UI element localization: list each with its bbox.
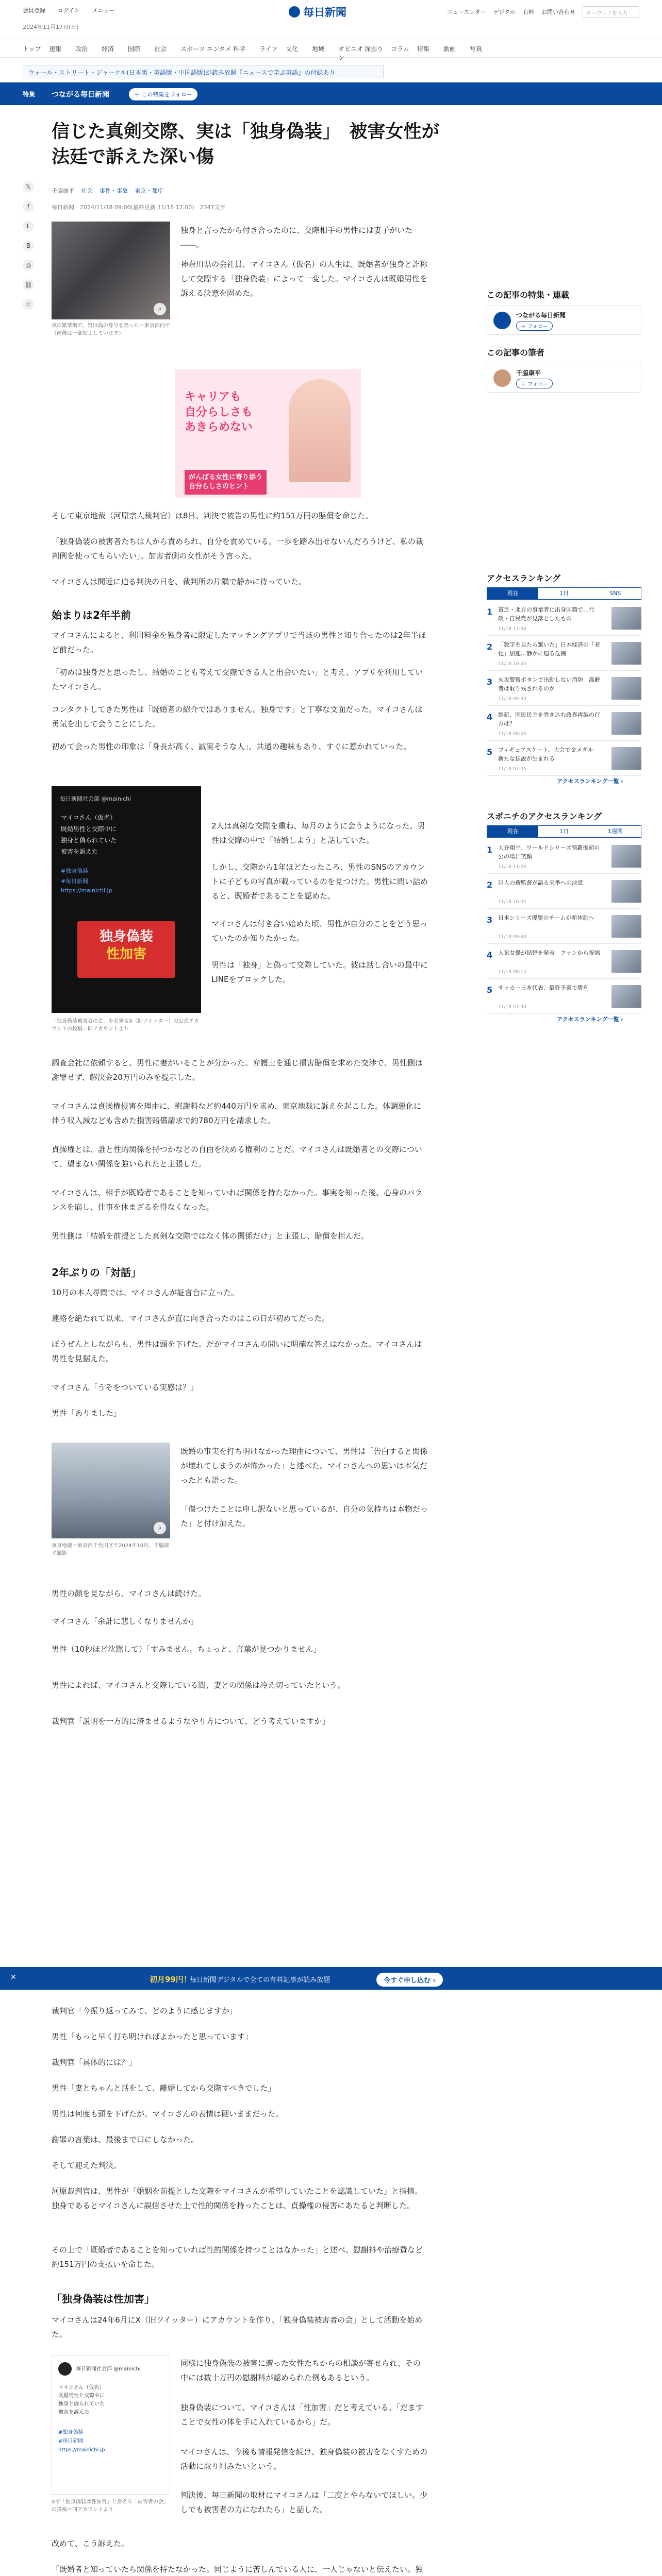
paragraph: 判決後、毎日新聞の取材にマイコさんは「二度とやらないでほしい。少しでも被害者の力になれたら」と話した。 bbox=[180, 2490, 428, 2514]
ranking-item[interactable] bbox=[487, 911, 641, 944]
paragraph: 男性「もっと早く打ち明ければよかったと思っています」 bbox=[52, 2032, 253, 2041]
tweet-line: 独身と偽られていた bbox=[58, 2401, 105, 2407]
category-nav-item[interactable]: 政治 bbox=[75, 45, 88, 53]
paragraph: マイコさん「余計に悲しくなりませんか」 bbox=[52, 1617, 198, 1626]
category-nav-item[interactable]: オピニオン bbox=[338, 45, 363, 61]
logo-text: 毎日新聞 bbox=[303, 6, 346, 19]
banner-text: 毎日新聞デジタルで全ての有料記事が読み放題 bbox=[190, 1976, 330, 1984]
paragraph: マイコさん「うそをついている実感は？」 bbox=[52, 1383, 198, 1392]
tweet-line: 既婚男性と交際中に bbox=[58, 2393, 105, 2399]
tab-day[interactable]: 1日 bbox=[559, 590, 569, 597]
search-input[interactable]: キーワードを入力 bbox=[583, 6, 639, 18]
category-nav-item[interactable]: コラム bbox=[391, 45, 409, 53]
category-nav-item[interactable]: ライフ bbox=[259, 45, 278, 53]
ranking-item[interactable] bbox=[487, 638, 641, 671]
closing-paragraph: 「既婚者と知っていたら関係を持たなかった。同じように苦しんでいる人に、一人じゃないと伝えたい。独 bbox=[52, 2565, 423, 2574]
register-link[interactable]: 会員登録 bbox=[23, 7, 45, 14]
paragraph: 男性は何度も頭を下げたが、マイコさんの表情は硬いままだった。 bbox=[52, 2109, 284, 2119]
tweet-image bbox=[77, 921, 175, 978]
close-icon[interactable]: ✕ bbox=[10, 1973, 16, 1981]
paragraph: マイコさんは24年6月にX（旧ツイッター）にアカウントを作り、「独身偽装被害者の会」として活動を始めた。 bbox=[52, 2315, 423, 2339]
feature-avatar bbox=[493, 312, 511, 329]
ranking-item[interactable] bbox=[487, 876, 641, 909]
photo-caption: 東京地裁＝東京都千代田区で2024年10月、千脇康平撮影 bbox=[52, 1543, 170, 1556]
feature-name: つながる毎日新聞 bbox=[516, 312, 566, 319]
digital-link[interactable]: デジタル bbox=[493, 9, 516, 15]
avatar bbox=[58, 2362, 72, 2376]
ranking-item[interactable] bbox=[487, 673, 641, 706]
keyword-link[interactable]: 事件・事故 bbox=[100, 188, 128, 194]
rank-time: 11/18 07:30 bbox=[498, 1005, 526, 1010]
category-nav-item[interactable]: 特集 bbox=[417, 45, 430, 53]
paragraph: その上で「既婚者であることを知っていれば性的関係を持つことはなかった」と述べ、慰謝料や治療費など約151万円の支払いを命じた。 bbox=[52, 2245, 423, 2269]
category-nav-item[interactable]: エンタメ bbox=[207, 45, 231, 53]
photo-caption: 夜の繁華街で、男は偽の身分を語った＝東京都内で（画像は一部加工しています） bbox=[52, 323, 170, 336]
rank-number: 1 bbox=[487, 845, 493, 855]
ranking-item[interactable] bbox=[487, 603, 641, 636]
article-title: 信じた真剣交際、実は「独身偽装」 被害女性が法廷で訴えた深い傷 bbox=[52, 122, 440, 167]
ranking-item[interactable] bbox=[487, 981, 641, 1014]
rank-title: フィギュアスケート、大会で金メダル 新たな伝説が生まれる bbox=[498, 747, 599, 762]
tweet-caption: Xで「独身偽装は性加害」と訴える「被害者の会」の投稿＝同アカウントより bbox=[52, 2499, 169, 2513]
category-nav-item[interactable]: 動画 bbox=[443, 45, 456, 53]
tweet-text: 被害を訴えた bbox=[61, 848, 98, 855]
paragraph: 2人は真剣な交際を重ね、毎月のように会うようになった。男性は交際の中で「結婚しよう」と話していた。 bbox=[211, 821, 425, 845]
ad-headline: キャリアも 自分らしさも あきらめない bbox=[185, 391, 253, 434]
category-nav-item[interactable]: トップ bbox=[23, 45, 41, 53]
paragraph: 男性「妻とちゃんと話をして、離婚してから交際すべきでした」 bbox=[52, 2083, 276, 2093]
site-logo[interactable] bbox=[289, 5, 346, 19]
tweet-text bbox=[58, 2384, 105, 2417]
zoom-icon[interactable]: ⌕ bbox=[154, 1522, 166, 1534]
rank-title: 巨人の新監督が語る来季への決意 bbox=[498, 879, 583, 886]
rank-title: 維新、国民民主を巻き込む政界再編の行方は？ bbox=[498, 711, 600, 727]
tweet-link[interactable]: https://mainichi.jp bbox=[58, 2447, 105, 2453]
ranking-item[interactable] bbox=[487, 708, 641, 741]
rank-time: 11/18 09:40 bbox=[498, 935, 526, 940]
lead-paragraph: 神奈川県の会社員、マイコさん（仮名）の人生は、既婚者が独身と詐称して交際する「独身偽装」によって一変した。マイコさんは既婚男性を訴える決意を固めた。 bbox=[180, 260, 428, 298]
category-nav-item[interactable]: 文化 bbox=[286, 45, 299, 53]
paragraph: 調査会社に依頼すると、男性に妻がいることが分かった。弁護士を通じ損害賠償を求めた交渉で、男性側は謝罪せず、解決金20万円のみを提示した。 bbox=[52, 1058, 423, 1082]
rank-number: 3 bbox=[487, 677, 493, 687]
ranking-item[interactable] bbox=[487, 743, 641, 776]
paragraph: 男性「ありました」 bbox=[52, 1409, 122, 1418]
category-nav-item[interactable]: 速報 bbox=[49, 45, 62, 53]
rank-number: 5 bbox=[487, 985, 493, 995]
ranking-more-link[interactable]: アクセスランキング一覧 › bbox=[557, 1016, 623, 1023]
author-name: 千脇康平 bbox=[516, 369, 541, 377]
feature-title[interactable]: つながる毎日新聞 bbox=[52, 91, 109, 99]
rank-thumbnail bbox=[611, 845, 641, 868]
rank-time: 11/18 08:20 bbox=[498, 732, 526, 737]
rank-number: 5 bbox=[487, 747, 493, 757]
tweet-text: 独身と偽られていた bbox=[61, 837, 117, 844]
paragraph: 男性は「独身」と偽って交際していた。彼は話し合いの最中にLINEをブロックした。 bbox=[211, 960, 428, 984]
rank-title: 火災警報ボタンで出動しない消防 高齢者は取り残されるのか bbox=[498, 676, 600, 692]
rank-thumbnail bbox=[611, 950, 641, 973]
category-nav bbox=[0, 39, 662, 61]
paragraph: 独身偽装について、マイコさんは「性加害」だと考えている。「だますことで女性の体を手に入れているから」だ。 bbox=[180, 2403, 424, 2427]
paragraph: 「傷つけたことは申し訳ないと思っているが、自分の気持ちは本物だった」と付け加えた。 bbox=[180, 1504, 428, 1528]
paragraph: マイコさんは間近に迫る判決の日を、裁判所の片隅で静かに待っていた。 bbox=[52, 577, 307, 586]
tweet-account: 毎日新聞社会部 @mainichi bbox=[76, 2366, 141, 2372]
byline bbox=[52, 187, 163, 195]
tweet-image-text: 独身偽装 bbox=[99, 929, 153, 944]
author-avatar bbox=[493, 369, 511, 387]
rank-time: 11/18 11:20 bbox=[498, 865, 526, 870]
category-nav-item[interactable]: 経済 bbox=[102, 45, 114, 53]
rank-time: 11/18 08:15 bbox=[498, 970, 526, 975]
rank-thumbnail bbox=[611, 712, 641, 735]
rank-number: 4 bbox=[487, 950, 493, 960]
sidebar-author-heading: この記事の筆者 bbox=[487, 348, 545, 358]
feature-label: 特集 bbox=[23, 91, 36, 98]
paragraph: 連絡を絶たれて以来、マイコさんが直に向き合ったのはこの日が初めてだった。 bbox=[52, 1314, 330, 1323]
tweet-hashtag[interactable]: #独身偽装 bbox=[58, 2430, 84, 2435]
logo-mark-icon bbox=[289, 6, 300, 18]
category-nav-item[interactable]: 国際 bbox=[128, 45, 141, 53]
feature-follow-button[interactable]: ＋ この特集をフォロー bbox=[129, 88, 197, 100]
rank-title: 大谷翔平、ワールドシリーズ制覇後初の公の場に笑顔 bbox=[498, 844, 600, 860]
paragraph: 男性（10秒ほど沈黙して）「すみません。ちょっと、言葉が見つかりません」 bbox=[52, 1645, 321, 1654]
rank-number: 4 bbox=[487, 712, 493, 722]
lead-paragraph: 独身と言ったから付き合ったのに、交際相手の男性には妻子がいた――。 bbox=[180, 226, 413, 249]
ad-image bbox=[289, 379, 351, 482]
tweet-hashtag[interactable]: #毎日新聞 bbox=[61, 878, 89, 885]
header-right bbox=[447, 6, 639, 18]
advertisement[interactable] bbox=[175, 369, 361, 498]
rank-number: 3 bbox=[487, 915, 493, 925]
paragraph: マイコさんは付き合い始めた頃、男性が自分のことをどう思っていたのか知りたかった。 bbox=[211, 919, 428, 943]
paragraph: 裁判官「具体的には？」 bbox=[52, 2058, 137, 2067]
share-rail bbox=[23, 181, 36, 318]
rank-thumbnail bbox=[611, 915, 641, 938]
ranking-item[interactable] bbox=[487, 946, 641, 979]
header-nav bbox=[23, 6, 125, 14]
tab-now[interactable]: 現在 bbox=[487, 826, 538, 837]
paragraph: マイコさんは、今後も情報発信を続け、独身偽装の被害をなくすための活動に取り組みたいという。 bbox=[180, 2447, 428, 2471]
paragraph: マイコさんは、相手が既婚者であることを知っていれば関係を持たなかった。事実を知った後、心身のバランスを崩し、仕事を休まざるを得なくなった。 bbox=[52, 1188, 423, 1212]
rank-thumbnail bbox=[611, 985, 641, 1008]
rank-time: 11/18 09:33 bbox=[498, 697, 526, 702]
hatena-share-icon[interactable]: B bbox=[23, 240, 34, 251]
tab-week[interactable]: 1週間 bbox=[607, 828, 623, 835]
paragraph: 10月の本人尋問では、マイコさんが証言台に立った。 bbox=[52, 1288, 239, 1297]
site-header bbox=[0, 0, 662, 39]
newsletter-link[interactable]: ニュースレター bbox=[446, 9, 486, 15]
tweet-account: 毎日新聞社会部 @mainichi bbox=[60, 795, 131, 802]
rank-title: 「数字を見たら驚いた」日本経済の「老化」加速…静かに迫る危機 bbox=[498, 641, 600, 657]
ranking-more-link[interactable]: アクセスランキング一覧 › bbox=[557, 778, 623, 785]
author-follow-button[interactable]: ＋ フォロー bbox=[516, 379, 553, 388]
category-nav-item[interactable]: 地域 bbox=[312, 45, 325, 53]
ranking-tabs bbox=[487, 825, 641, 838]
category-nav-item[interactable]: スポーツ bbox=[180, 45, 205, 53]
paragraph: 河原裁判官は、男性が「婚姻を前提とした交際をマイコさんが希望していたことを認識していた」と指摘。独身であるとマイコさんに誤信させた上で性的関係を持ったことは、貞操権の侵害にあたると判断した。 bbox=[52, 2187, 423, 2210]
subscription-banner bbox=[0, 1967, 662, 1990]
contact-link[interactable]: お問い合わせ bbox=[541, 9, 575, 15]
ad-subline: がんばる女性に寄り添う 自分らしさのヒント bbox=[185, 470, 267, 495]
paragraph: しかし、交際から1年ほどたったころ、男性のSNSのアカウントに子どもの写真が載っているのを見つけた。男性に問い詰めると、既婚者であることを認めた。 bbox=[211, 862, 428, 901]
x-share-icon[interactable]: 𝕏 bbox=[23, 181, 34, 193]
paragraph: 既婚の事実を打ち明けなかった理由について、男性は「告白すると関係が壊れてしまうのが怖かった」と述べた。マイコさんへの思いは本気だったとも語った。 bbox=[180, 1447, 428, 1485]
paragraph: 男性によれば、マイコさんと交際している間、妻との関係は冷え切っていたという。 bbox=[52, 1681, 345, 1690]
paragraph: 貞操権とは、誰と性的関係を持つかなどの自由を決める権利のことだ。マイコさんは既婚者との交際について、望まない関係を強いられたと主張した。 bbox=[52, 1145, 422, 1168]
tweet-text: 既婚男性と交際中に bbox=[61, 825, 117, 833]
article-photo[interactable] bbox=[52, 1443, 170, 1538]
tweet-embed[interactable] bbox=[52, 786, 201, 1013]
paragraph: マイコさんによると、利用料金を独身者に限定したマッチングアプリで当該の男性と知り合ったのは2年半ほど前だった。 bbox=[52, 631, 426, 654]
keyword-link[interactable]: 社会 bbox=[81, 188, 93, 194]
paragraph: 男性の顔を見ながら、マイコさんは続けた。 bbox=[52, 1589, 206, 1598]
line-share-icon[interactable]: L bbox=[23, 221, 34, 232]
link-copy-icon[interactable]: ⛓ bbox=[23, 279, 34, 291]
paragraph: 初めて会った男性の印象は「身長が高く、誠実そうな人」。共通の趣味もあり、すぐに惹かれていった。 bbox=[52, 742, 411, 751]
tweet-image-text: 性加害 bbox=[106, 946, 146, 962]
section-heading: 「独身偽装は性加害」 bbox=[52, 2293, 155, 2305]
banner-offer: 初月99円！ bbox=[150, 1975, 191, 1984]
tweet-embed[interactable] bbox=[52, 2355, 170, 2495]
rank-thumbnail bbox=[611, 642, 641, 665]
paragraph: そして東京地裁（河原宗人裁判官）は8日、判決で被告の男性に約151万円の賠償を命じた。 bbox=[52, 511, 373, 520]
paragraph: 改めて、こう訴えた。 bbox=[52, 2539, 129, 2548]
rank-thumbnail bbox=[611, 747, 641, 770]
paragraph: コンタクトしてきた男性は「既婚者の紹介ではありません。独身です」と丁寧な文面だった。マイコさんは勇気を出して会うことにした。 bbox=[52, 705, 423, 728]
zoom-icon[interactable]: ⌕ bbox=[154, 303, 166, 315]
paragraph: そして迎えた判決。 bbox=[52, 2161, 122, 2170]
rank-thumbnail bbox=[611, 880, 641, 903]
subscribe-button[interactable]: 今すぐ申し込む › bbox=[376, 1973, 443, 1987]
rank-thumbnail bbox=[611, 607, 641, 630]
keyword-link[interactable]: 東京・都庁 bbox=[135, 188, 163, 194]
rank-time: 11/18 07:05 bbox=[498, 767, 526, 772]
tab-now[interactable]: 現在 bbox=[487, 588, 538, 599]
rank-time: 11/18 10:45 bbox=[498, 662, 526, 667]
rank-title: サッカー日本代表、最終予選で勝利 bbox=[498, 985, 589, 991]
login-link[interactable]: ログイン bbox=[57, 7, 80, 14]
author-card[interactable] bbox=[487, 363, 641, 393]
rank-title: 人気女優が結婚を発表 ファンから祝福 bbox=[498, 950, 600, 956]
category-nav-item[interactable]: 写真 bbox=[470, 45, 483, 53]
ranking-item[interactable] bbox=[487, 841, 641, 874]
paragraph: 「独身偽装の被害者たちは人から責められ、自分を責めている。一歩を踏み出せないんだろうけど、私の裁判例を使ってもらいたい」。加害者側の女性がそう言った。 bbox=[52, 537, 423, 561]
rank-thumbnail bbox=[611, 677, 641, 700]
tweet-line: 被害を訴えた bbox=[58, 2410, 89, 2415]
tweet-links bbox=[58, 2428, 105, 2454]
feature-strip bbox=[0, 82, 662, 105]
feature-card[interactable] bbox=[487, 305, 641, 335]
rank-time: 11/18 12:50 bbox=[498, 626, 526, 632]
rank-number: 2 bbox=[487, 642, 493, 652]
paragraph: 裁判官「今振り返ってみて、どのように感じますか」 bbox=[52, 2006, 237, 2015]
rank-number: 1 bbox=[487, 607, 493, 617]
rank-title: 貧乏・北方の事業者に出身国籍で…行政・自民党が見落としたもの bbox=[498, 606, 594, 622]
tweet-caption: 「独身偽装被害者の会」を名乗るX（旧ツイッター）の公式アカウントの投稿＝同アカウントより bbox=[52, 1019, 200, 1032]
rank-time: 11/18 10:02 bbox=[498, 900, 526, 905]
paragraph: 謝罪の言葉は、最後まで口にしなかった。 bbox=[52, 2135, 199, 2144]
article-photo[interactable] bbox=[52, 222, 170, 319]
menu-button[interactable]: メニュー bbox=[92, 7, 115, 14]
tweet-line: マイコさん（仮名） bbox=[58, 2385, 105, 2391]
section-heading: 2年ぶりの「対話」 bbox=[52, 1266, 141, 1279]
print-icon[interactable]: ⎙ bbox=[23, 260, 34, 271]
ranking-tabs bbox=[487, 587, 641, 600]
category-nav-item[interactable]: 深掘り bbox=[365, 45, 384, 53]
section-heading: 始まりは2年半前 bbox=[52, 609, 131, 621]
paragraph: 「初めは独身だと思ったし、結婚のことも考えて交際できる人と出会いたい」と考え、アプリを利用していたマイコさん。 bbox=[52, 668, 423, 691]
paragraph: マイコさんは貞操権侵害を理由に、慰謝料など約440万円を求め、東京地裁に訴えを起こした。体調悪化に伴う収入減なども含めた損害賠償請求で約780万円を請求した。 bbox=[52, 1101, 422, 1125]
tweet-hashtag[interactable]: #独身偽装 bbox=[61, 868, 89, 874]
tab-day[interactable]: 1日 bbox=[559, 828, 569, 835]
tweet-text: マイコさん（仮名） bbox=[61, 814, 117, 821]
category-nav-item[interactable]: 社会 bbox=[154, 45, 167, 53]
tab-sns[interactable]: SNS bbox=[609, 590, 621, 597]
facebook-share-icon[interactable]: f bbox=[23, 201, 34, 212]
header-date: 2024年11月17日(日) bbox=[23, 24, 79, 30]
tweet-link[interactable]: https://mainichi.jp bbox=[61, 887, 112, 894]
rank-number: 2 bbox=[487, 880, 493, 890]
category-nav-item[interactable]: 科学 bbox=[233, 45, 246, 53]
sidebar-follow-heading: この記事の特集・連載 bbox=[487, 290, 570, 300]
sponichi-ranking-heading: スポニチのアクセスランキング bbox=[487, 811, 602, 821]
promo-ticker[interactable]: ウォール・ストリート・ジャーナル(日本版・英語版・中国語版)が読み放題『ニュースで学ぶ英語』の付録あり bbox=[23, 65, 384, 78]
tweet-hashtag[interactable]: #毎日新聞 bbox=[58, 2438, 84, 2444]
ranking-heading: アクセスランキング bbox=[487, 573, 561, 583]
paragraph: 男性側は「結婚を前提とした真剣な交際ではなく体の関係だけ」と主張し、賠償を拒んだ。 bbox=[52, 1231, 369, 1241]
paragraph: 同様に独身偽装の被害に遭った女性たちからの相談が寄せられ、その中には数十万円の慰謝料が認められた例もあるという。 bbox=[180, 2359, 421, 2382]
category-nav-items bbox=[23, 44, 496, 62]
article-meta: 毎日新聞 2024/11/18 09:00(最終更新 11/18 12:00) 2347文字 bbox=[52, 204, 226, 211]
paragraph: 裁判官「説明を一方的に済ませるようなやり方について、どう考えていますか」 bbox=[52, 1717, 330, 1726]
rank-title: 日本シリーズ優勝のチームが新体制へ bbox=[498, 914, 594, 921]
paragraph: ぼうぜんとしながらも、男性は頭を下げた。だがマイコさんの問いに明確な答えはなかった。マイコさんは男性を見据えた。 bbox=[52, 1340, 422, 1363]
feature-follow-button[interactable]: ＋ フォロー bbox=[516, 321, 553, 331]
paid-link[interactable]: 有料 bbox=[523, 9, 534, 15]
bookmark-icon[interactable]: ☆ bbox=[23, 299, 34, 310]
author-name[interactable]: 千脇康平 bbox=[52, 188, 74, 194]
